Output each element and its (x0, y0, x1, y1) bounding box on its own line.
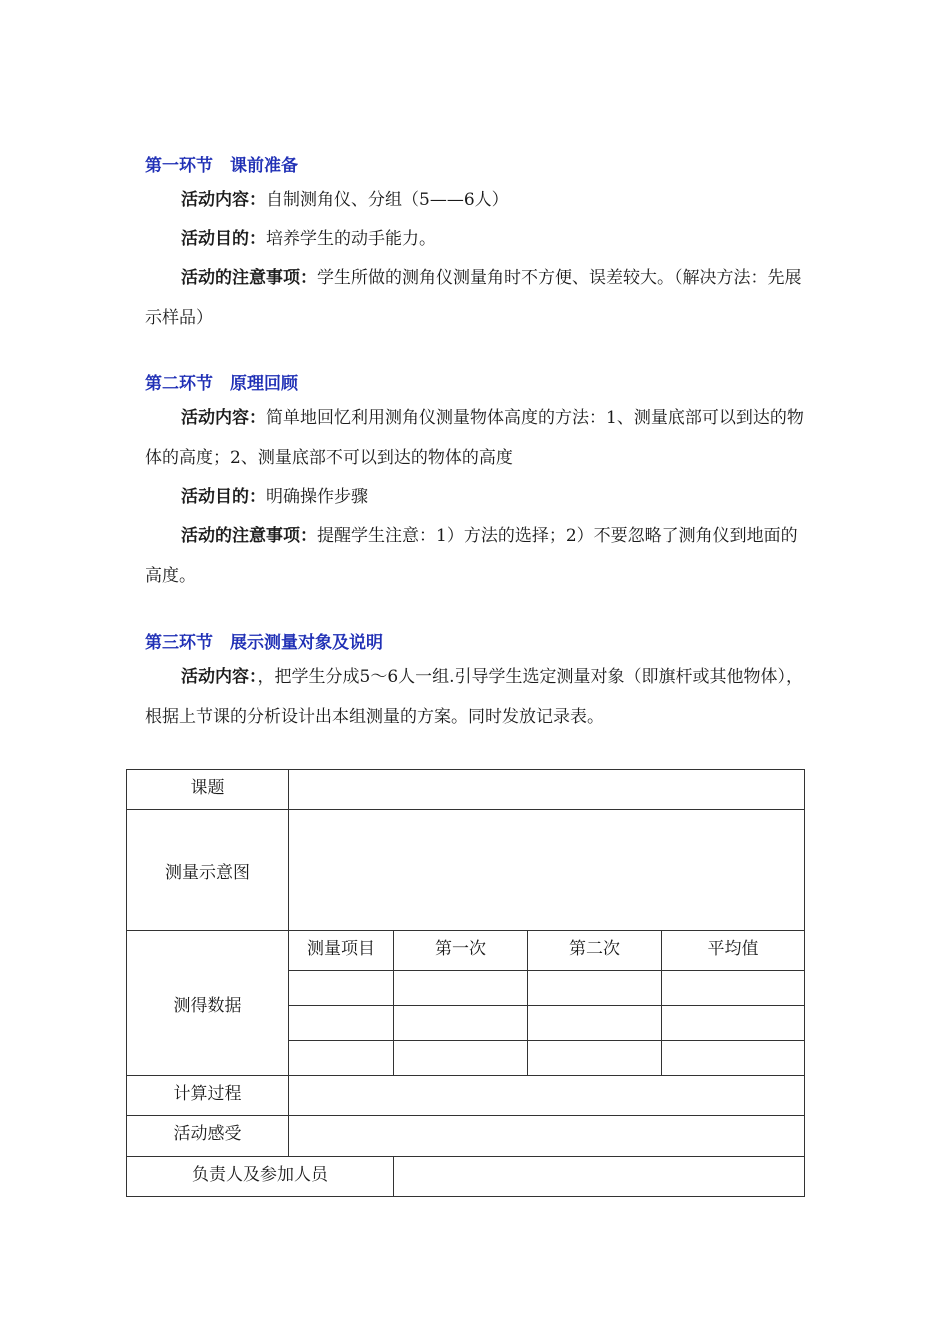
note-text: 提醒学生注意：1）方法的选择；2）不要忽略了测角仪到地面的高度。 (145, 526, 798, 586)
section-1-goal (145, 219, 843, 259)
column-header: 平均值 (662, 931, 805, 971)
data-cell[interactable] (528, 971, 662, 1006)
table-row (127, 1157, 805, 1197)
section-2-goal (145, 477, 843, 517)
table-row (127, 1076, 805, 1116)
content-text: ，把学生分成5～6人一组.引导学生选定测量对象（即旗杆或其他物体），根据上节课的分析设计出本组测量的方案。同时发放记录表。 (145, 667, 804, 727)
process-cell[interactable] (289, 1076, 805, 1116)
data-cell[interactable] (289, 1006, 394, 1041)
data-cell[interactable] (394, 1006, 528, 1041)
diagram-label: 测量示意图 (127, 810, 289, 931)
data-cell[interactable] (528, 1006, 662, 1041)
data-cell[interactable] (394, 1041, 528, 1076)
feeling-label: 活动感受 (127, 1116, 289, 1157)
data-cell[interactable] (394, 971, 528, 1006)
section-2-content (145, 398, 807, 478)
goal-label: 活动目的： (181, 487, 266, 507)
table-row (127, 770, 805, 810)
content-label: 活动内容： (181, 408, 266, 428)
data-cell[interactable] (289, 971, 394, 1006)
content-text: 自制测角仪、分组（5——6人） (266, 190, 509, 210)
section-1-content (145, 180, 843, 220)
topic-cell[interactable] (289, 770, 805, 810)
section-1-heading: 第一环节 课前准备 (145, 156, 298, 176)
process-label: 计算过程 (127, 1076, 289, 1116)
section-3-heading: 第三环节 展示测量对象及说明 (145, 633, 383, 653)
data-cell[interactable] (662, 1041, 805, 1076)
table-row (127, 810, 805, 931)
goal-text: 培养学生的动手能力。 (266, 229, 436, 249)
content-label: 活动内容： (181, 190, 266, 210)
section-2-heading: 第二环节 原理回顾 (145, 374, 298, 394)
goal-label: 活动目的： (181, 229, 266, 249)
column-header: 测量项目 (289, 931, 394, 971)
content-label: 活动内容： (181, 667, 258, 687)
section-3-content (145, 657, 807, 737)
column-header: 第二次 (528, 931, 662, 971)
content-text: 简单地回忆利用测角仪测量物体高度的方法：1、测量底部可以到达的物体的高度；2、测量底部不可以到达的物体的高度 (145, 408, 804, 468)
goal-text: 明确操作步骤 (266, 487, 368, 507)
data-cell[interactable] (528, 1041, 662, 1076)
data-label: 测得数据 (127, 931, 289, 1076)
note-label: 活动的注意事项： (181, 268, 317, 288)
section-1-note (145, 258, 807, 338)
table-row (127, 931, 805, 971)
feeling-cell[interactable] (289, 1116, 805, 1157)
topic-label: 课题 (127, 770, 289, 810)
data-cell[interactable] (289, 1041, 394, 1076)
diagram-cell[interactable] (289, 810, 805, 931)
record-table (126, 769, 805, 1197)
members-cell[interactable] (394, 1157, 805, 1197)
table-row (127, 1116, 805, 1157)
data-cell[interactable] (662, 1006, 805, 1041)
data-cell[interactable] (662, 971, 805, 1006)
members-label: 负责人及参加人员 (127, 1157, 394, 1197)
section-2-note (145, 516, 807, 596)
column-header: 第一次 (394, 931, 528, 971)
note-text: 学生所做的测角仪测量角时不方便、误差较大。（解决方法：先展示样品） (145, 268, 802, 328)
note-label: 活动的注意事项： (181, 526, 317, 546)
